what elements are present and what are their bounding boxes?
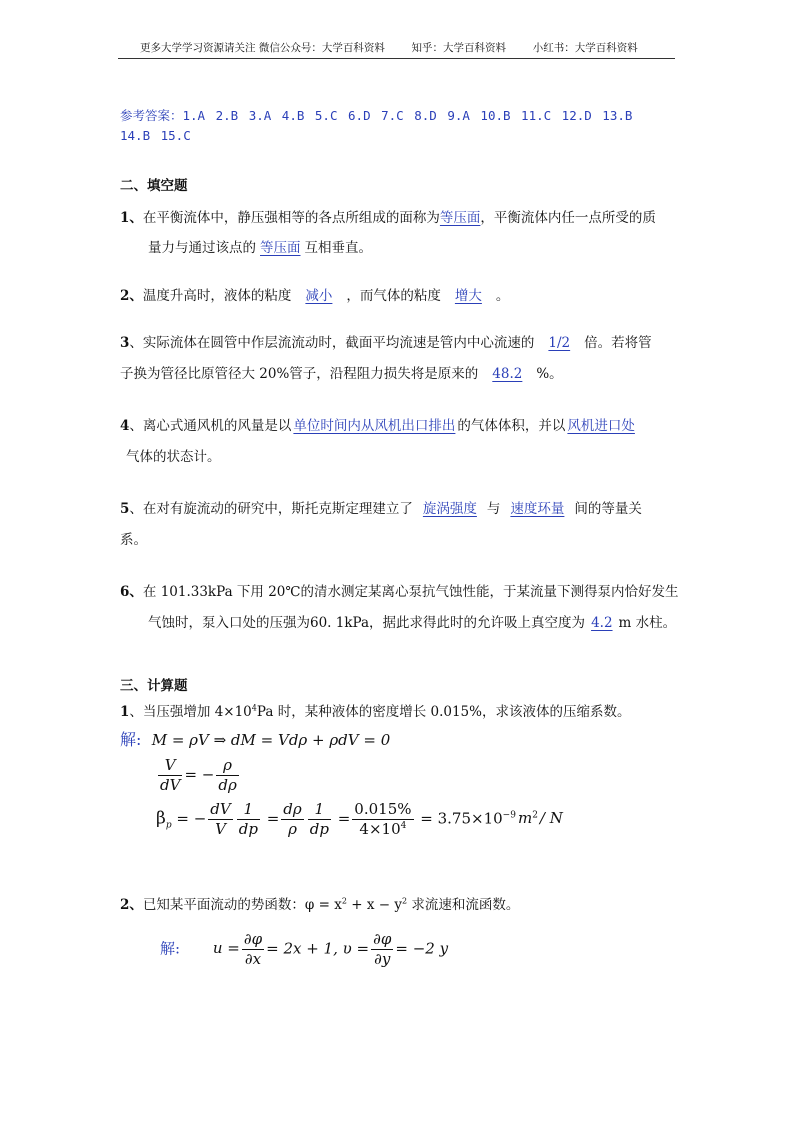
- question-number: 4: [120, 418, 130, 434]
- exponent: 2: [402, 896, 408, 906]
- solution-2: [160, 930, 448, 969]
- fill-question-6-cont: [120, 611, 676, 631]
- solution-label: 解:: [120, 730, 142, 749]
- question-number: 3: [120, 335, 130, 351]
- equation-part: u =: [212, 939, 240, 958]
- answer-key-line-1: 参考答案：1.A 2.B 3.A 4.B 5.C 6.D 7.C 8.D 9.A 10.B 11.C 12.D 13.B: [120, 108, 633, 123]
- exponent: 2: [532, 810, 538, 821]
- fill-question-3: [120, 331, 652, 351]
- numerator: dρ: [283, 800, 302, 818]
- calc-question-1: [120, 700, 630, 720]
- calc-question-2: [120, 893, 519, 913]
- question-text: 的气体体积，并以: [457, 418, 566, 434]
- denominator: dp: [238, 819, 258, 838]
- solution-1-line-1: [120, 727, 390, 750]
- question-number: 2、: [120, 288, 143, 304]
- question-text: 子换为管径比原管径大 20%管子，沿程阻力损失将是原来的: [120, 366, 479, 382]
- question-text: 。: [495, 288, 510, 304]
- numerator: ∂φ: [243, 930, 263, 948]
- header-divider: [118, 58, 675, 59]
- fill-question-1: [120, 206, 656, 226]
- answer-blank: 等压面: [439, 210, 481, 226]
- answer-key-line-2: 14.B 15.C: [120, 128, 191, 143]
- question-text: 、实际流体在圆管中作层流流动时，截面平均流速是管内中心流速的: [129, 335, 535, 351]
- fill-question-4-cont: 气体的状态计。: [126, 449, 221, 465]
- equation: M = ρV ⇒ dM = Vdρ + ρdV = 0: [151, 731, 391, 749]
- fill-question-2: [120, 284, 509, 304]
- equation-part: = −2 y: [395, 939, 449, 958]
- denominator: dV: [160, 775, 181, 794]
- question-text: Pa 时，某种液体的密度增长 0.015%，求该液体的压缩系数。: [256, 704, 631, 720]
- numerator: V: [164, 756, 176, 774]
- question-text: ，而气体的粘度: [346, 288, 441, 304]
- question-text: 已知某平面流动的势函数：φ = x: [142, 897, 342, 913]
- denominator: dρ: [218, 775, 237, 794]
- question-text: 温度升高时，液体的粘度: [142, 288, 292, 304]
- question-text: 、当压强增加 4×10: [129, 704, 252, 720]
- question-number: 5: [120, 501, 130, 517]
- exponent: 4: [251, 703, 257, 713]
- question-text: 、在对有旋流动的研究中，斯托克斯定理建立了: [129, 501, 413, 517]
- page-header: 更多大学学习资源请关注 微信公众号：大学百科资料 知乎：大学百科资料 小红书：大学百科资料: [140, 42, 638, 54]
- fill-question-1-cont: [120, 236, 372, 256]
- numerator: 1: [243, 800, 254, 818]
- question-number: 6、: [120, 584, 143, 600]
- numerator: 0.015%: [354, 800, 412, 818]
- answer-blank: 单位时间内从风机出口排出: [293, 418, 456, 434]
- numerator: ρ: [223, 756, 232, 774]
- exponent: 4: [400, 820, 407, 831]
- operator: = −: [184, 765, 215, 784]
- answer-blank: 风机进口处: [567, 418, 635, 434]
- question-text: 互相垂直。: [304, 240, 372, 256]
- solution-label: 解:: [160, 939, 181, 958]
- beta-subscript: p: [165, 820, 172, 831]
- numerator: 1: [314, 800, 325, 818]
- fill-question-5-cont: 系。: [120, 532, 147, 548]
- numerator: ∂φ: [373, 930, 392, 948]
- denominator: ∂x: [242, 949, 264, 969]
- denominator: ρ: [281, 819, 303, 839]
- answer-blank: 48.2: [492, 366, 523, 382]
- exponent: −9: [502, 810, 516, 821]
- fill-question-6: [120, 580, 679, 600]
- beta-symbol: β: [156, 808, 166, 829]
- question-text: 间的等量关: [574, 501, 642, 517]
- answer-blank: 1/2: [548, 335, 571, 351]
- question-text: 、离心式通风机的风量是以: [129, 418, 292, 434]
- question-number: 2、: [120, 897, 143, 913]
- question-text: 求流速和流函数。: [407, 897, 520, 913]
- answer-blank: 速度环量: [510, 501, 565, 517]
- question-text: + x − y: [346, 897, 402, 913]
- question-text: ，平衡流体内任一点所受的质: [480, 210, 656, 226]
- unit: / N: [539, 809, 563, 828]
- denominator: dp: [309, 819, 329, 838]
- question-text: 在 101.33kPa 下用 20℃的清水测定某离心泵抗气蚀性能，于某流量下测得泵内恰好发生: [142, 584, 679, 600]
- question-number: 1: [120, 704, 130, 720]
- answer-blank: 增大: [454, 288, 482, 304]
- question-text: 在平衡流体中，静压强相等的各点所组成的面称为: [142, 210, 440, 226]
- question-text: 倍。若将管: [584, 335, 652, 351]
- section-2-title: 二、填空题: [120, 178, 188, 194]
- question-number: 1、: [120, 210, 143, 226]
- solution-1-line-3: $\beta_p$ = − $\frac{dV}{V}$ $\frac{1}{dp}$ = $\frac{d\rho}{\rho}$ $\frac{1}{dp}$ = $\frac{0.015\%}{4\times 10^4}$ = $3.75\times 10^{-9}$ $m^2$ / N: [156, 800, 563, 838]
- denominator: 4×10: [359, 819, 401, 838]
- fill-question-5: [120, 497, 642, 517]
- fill-question-4: [120, 414, 637, 434]
- equation-part: = 2x + 1, υ =: [266, 939, 370, 958]
- answer-blank: 旋涡强度: [422, 501, 477, 517]
- exponent: 2: [341, 896, 347, 906]
- question-text: 与: [486, 501, 501, 517]
- unit: m: [517, 809, 533, 828]
- result: = 3.75×10: [420, 809, 503, 828]
- question-text: 气蚀时，泵入口处的压强为60. 1kPa，据此求得此时的允许吸上真空度为: [148, 615, 586, 631]
- question-text: 量力与通过该点的: [148, 240, 256, 256]
- question-text: %。: [536, 366, 563, 382]
- question-text: m 水柱。: [618, 615, 677, 631]
- answer-blank: 等压面: [260, 240, 301, 256]
- denominator: V: [208, 819, 232, 839]
- denominator: ∂y: [371, 949, 393, 969]
- answer-blank: 减小: [305, 288, 333, 304]
- fill-question-3-cont: [120, 362, 563, 382]
- section-3-title: 三、计算题: [120, 678, 188, 694]
- numerator: dV: [210, 800, 231, 818]
- solution-1-line-2: [156, 756, 241, 795]
- answer-blank: 4.2: [591, 615, 613, 631]
